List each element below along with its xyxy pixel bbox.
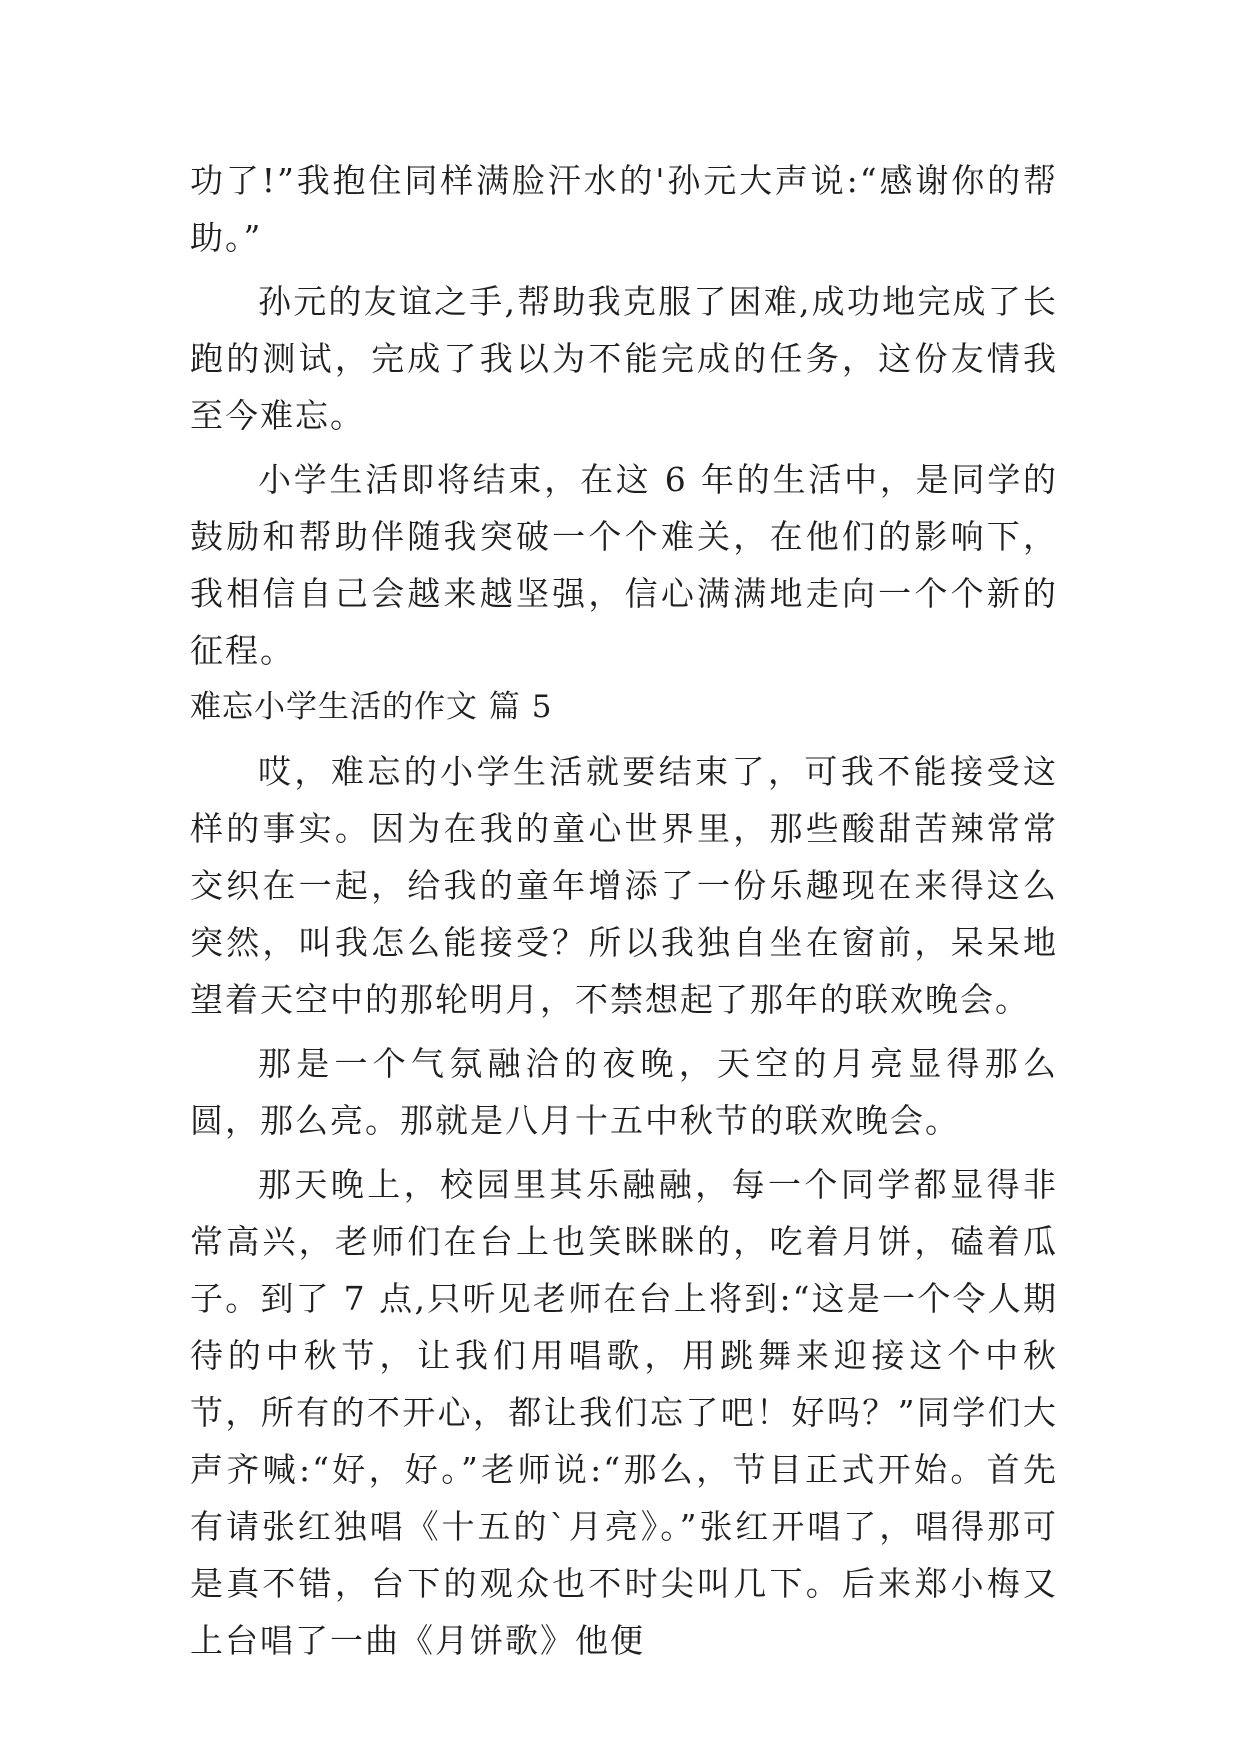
paragraph-5: 那是一个气氛融洽的夜晚，天空的月亮显得那么圆，那么亮。那就是八月十五中秋节的联欢晚会。 (190, 1044, 1058, 1140)
section-heading: 难忘小学生活的作文 篇 5 (190, 689, 553, 725)
document-body (190, 152, 1058, 1669)
paragraph-1: 功了!”我抱住同样满脸汗水的'孙元大声说:“感谢你的帮助。” (190, 161, 1058, 257)
paragraph-6: 那天晚上，校园里其乐融融，每一个同学都显得非常高兴，老师们在台上也笑眯眯的，吃着月饼，磕着瓜子。到了 7 点,只听见老师在台上将到:“这是一个令人期待的中秋节，让我们用唱歌，用跳舞来迎接这个中秋节，所有的不开心，都让我们忘了吧！好吗？”同学们大声齐喊:“好，好。”老师说:“那么，节目正式开始。首先有请张红独唱《十五的`月亮》。”张红开唱了，唱得那可是真不错，台下的观众也不时尖叫几下。后来郑小梅又上台唱了一曲《月饼歌》他便 (190, 1165, 1058, 1660)
paragraph-2: 孙元的友谊之手,帮助我克服了困难,成功地完成了长跑的测试，完成了我以为不能完成的任务，这份友情我至今难忘。 (190, 282, 1058, 435)
paragraph-4: 哎，难忘的小学生活就要结束了，可我不能接受这样的事实。因为在我的童心世界里，那些酸甜苦辣常常交织在一起，给我的童年增添了一份乐趣现在来得这么突然，叫我怎么能接受？所以我独自坐在窗前，呆呆地望着天空中的那轮明月，不禁想起了那年的联欢晚会。 (190, 752, 1058, 1019)
paragraph-3: 小学生活即将结束，在这 6 年的生活中，是同学的鼓励和帮助伴随我突破一个个难关，在他们的影响下，我相信自己会越来越坚强，信心满满地走向一个个新的征程。 (190, 460, 1058, 670)
